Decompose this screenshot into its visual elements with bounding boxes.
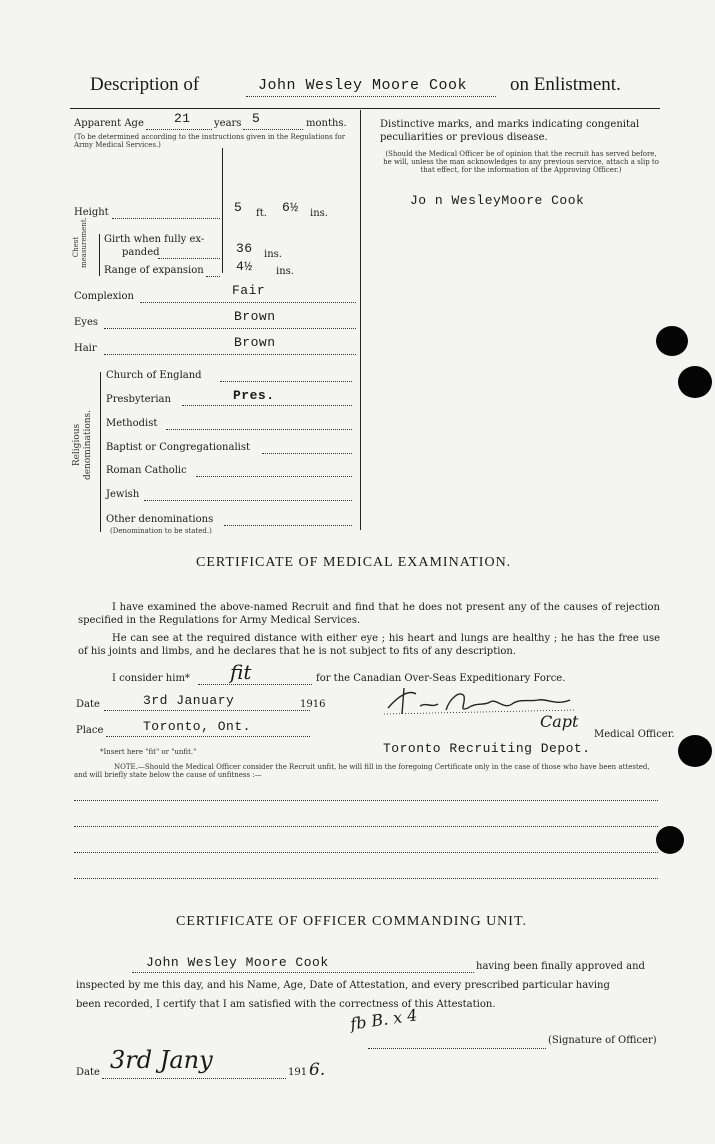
officer-date-value: 3rd Jany bbox=[110, 1046, 213, 1074]
medical-note: NOTE.—Should the Medical Officer consider the Recruit unfit, he will fill in the foregoing Certificate only in the case of those who have been attested, and will briefly state below the cause of unfitness :— bbox=[74, 763, 650, 779]
header-description-of: Description of bbox=[90, 74, 200, 95]
left-inner-divider bbox=[222, 148, 223, 273]
religion-jewish: Jewish bbox=[106, 489, 140, 500]
chest-bracket bbox=[99, 234, 100, 276]
range-label: Range of expansion bbox=[104, 265, 204, 276]
religion-line-2 bbox=[182, 405, 352, 406]
religion-methodist: Methodist bbox=[106, 418, 158, 429]
religion-other-note: (Denomination to be stated.) bbox=[110, 527, 212, 535]
height-label: Height bbox=[74, 207, 109, 218]
medical-title: CERTIFICATE OF MEDICAL EXAMINATION. bbox=[196, 555, 512, 570]
apparent-age-label: Apparent Age bbox=[74, 118, 144, 129]
officer-date-label: Date bbox=[76, 1067, 100, 1078]
medical-place-value: Toronto, Ont. bbox=[143, 719, 251, 734]
religion-baptist: Baptist or Congregationalist bbox=[106, 442, 250, 453]
punch-hole-2 bbox=[678, 366, 712, 398]
range-value: 4½ bbox=[236, 259, 253, 274]
years-label: years bbox=[214, 118, 242, 129]
eyes-value: Brown bbox=[234, 309, 276, 324]
unfitness-line-4 bbox=[74, 878, 658, 879]
medical-officer-label: Medical Officer. bbox=[594, 729, 675, 740]
header-name-line bbox=[246, 96, 496, 97]
religions-label: Religious denominations. bbox=[72, 409, 93, 481]
medical-place-line bbox=[106, 736, 310, 737]
religion-line-1 bbox=[220, 381, 352, 382]
header-recruit-name: John Wesley Moore Cook bbox=[258, 77, 468, 94]
officer-signature-label: (Signature of Officer) bbox=[548, 1035, 657, 1046]
girth-unit: ins. bbox=[264, 249, 282, 260]
medical-date-line bbox=[104, 710, 310, 711]
marks-label: Distinctive marks, and marks indicating congenital peculiarities or previous disease. bbox=[380, 119, 640, 143]
unfitness-line-2 bbox=[74, 826, 658, 827]
hair-line bbox=[104, 354, 356, 355]
panel-divider bbox=[360, 110, 361, 530]
fit-value: fit bbox=[230, 660, 252, 684]
officer-year-prefix: 191 bbox=[288, 1067, 308, 1078]
officer-date-line bbox=[102, 1078, 286, 1079]
religion-presbyterian: Presbyterian bbox=[106, 394, 171, 405]
officer-year-digit: 6. bbox=[309, 1060, 326, 1080]
range-line bbox=[206, 276, 220, 277]
medical-para-1: I have examined the above-named Recruit and find that he does not present any of the causes of rejection specified in the Regulations for Army Medical Services. bbox=[78, 602, 660, 626]
medical-date-label: Date bbox=[76, 699, 100, 710]
officer-initials: fb B. x 4 bbox=[349, 1005, 419, 1034]
complexion-label: Complexion bbox=[74, 291, 134, 302]
religion-line-5 bbox=[196, 476, 352, 477]
months-label: months. bbox=[306, 118, 347, 129]
ft-label: ft. bbox=[256, 208, 267, 219]
officer-name-line bbox=[132, 972, 474, 973]
girth-label-1: Girth when fully ex- bbox=[104, 234, 205, 245]
medical-year-value: 1916 bbox=[300, 699, 326, 710]
header-on-enlistment: on Enlistment. bbox=[510, 74, 621, 95]
hair-value: Brown bbox=[234, 335, 276, 350]
height-ins-value: 6½ bbox=[282, 200, 299, 215]
depot-text: Toronto Recruiting Depot. bbox=[383, 741, 591, 756]
age-years-line bbox=[146, 129, 212, 130]
hair-label: Hair bbox=[74, 343, 97, 354]
officer-line-3: been recorded, I certify that I am satisfied with the correctness of this Attestation. bbox=[76, 999, 496, 1010]
consider-prefix: I consider him* bbox=[112, 673, 190, 684]
medical-date-value: 3rd January bbox=[143, 693, 235, 708]
ins-label: ins. bbox=[310, 208, 328, 219]
fit-line bbox=[198, 684, 312, 685]
religion-line-7 bbox=[224, 525, 352, 526]
insert-note: *Insert here "fit" or "unfit." bbox=[100, 748, 197, 756]
header-rule bbox=[70, 108, 660, 109]
chest-label: Chest measurement. bbox=[72, 217, 88, 268]
unfitness-line-1 bbox=[74, 800, 658, 801]
punch-hole-4 bbox=[656, 826, 684, 854]
religion-line-4 bbox=[262, 453, 352, 454]
height-line bbox=[112, 218, 220, 219]
medical-para-2: He can see at the required distance with either eye ; his heart and lungs are healthy ; he has the free use of his joints and limbs, and he declares that he is not subject to fits of any description. bbox=[78, 633, 660, 657]
consider-suffix: for the Canadian Over-Seas Expeditionary Force. bbox=[316, 673, 566, 684]
religion-line-3 bbox=[166, 429, 352, 430]
age-years-value: 21 bbox=[174, 111, 191, 126]
girth-line bbox=[158, 258, 220, 259]
officer-title: CERTIFICATE OF OFFICER COMMANDING UNIT. bbox=[176, 914, 527, 929]
religion-line-6 bbox=[144, 500, 352, 501]
religion-roman-catholic: Roman Catholic bbox=[106, 465, 187, 476]
complexion-value: Fair bbox=[232, 283, 266, 298]
age-months-value: 5 bbox=[252, 111, 261, 126]
unfitness-line-3 bbox=[74, 852, 658, 853]
officer-signature-line bbox=[368, 1048, 546, 1049]
religion-presbyterian-value: Pres. bbox=[233, 388, 275, 403]
complexion-line bbox=[140, 302, 356, 303]
age-months-line bbox=[243, 129, 303, 130]
religions-bracket bbox=[100, 372, 101, 532]
religion-church-of-england: Church of England bbox=[106, 370, 202, 381]
girth-value: 36 bbox=[236, 241, 253, 256]
officer-name-value: John Wesley Moore Cook bbox=[146, 955, 329, 970]
marks-note: (Should the Medical Officer be of opinion that the recruit has served before, he will, unless the man acknowledges to any previous service, attach a slip to that effect, for the information of the Approving Officer.) bbox=[383, 150, 659, 174]
range-unit: ins. bbox=[276, 266, 294, 277]
officer-line-1-suffix: having been finally approved and bbox=[476, 961, 645, 972]
height-ft-value: 5 bbox=[234, 200, 243, 215]
marks-typed-name: Jo n WesleyMoore Cook bbox=[410, 193, 585, 208]
eyes-label: Eyes bbox=[74, 317, 98, 328]
capt-text: Capt bbox=[540, 712, 579, 731]
punch-hole-3 bbox=[678, 735, 712, 767]
eyes-line bbox=[104, 328, 356, 329]
age-note: (To be determined according to the instructions given in the Regulations for Army Medical Services.) bbox=[74, 133, 346, 149]
girth-label-2: panded bbox=[122, 247, 160, 258]
medical-place-label: Place bbox=[76, 725, 104, 736]
punch-hole-1 bbox=[656, 326, 688, 356]
religion-other: Other denominations bbox=[106, 514, 214, 525]
officer-line-2: inspected by me this day, and his Name, Age, Date of Attestation, and every prescribed particular having bbox=[76, 980, 610, 991]
